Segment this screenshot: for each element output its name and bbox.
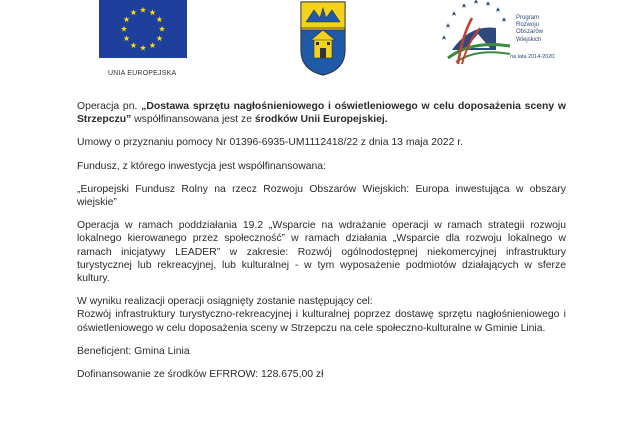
announcement-body	[77, 100, 566, 391]
eu-label: UNIA EUROPEJSKA	[108, 70, 177, 77]
eu-flag-icon	[99, 0, 187, 58]
funding-text: Dofinansowanie ze środków EFRROW: 128.675,00 zł	[77, 369, 324, 381]
eu-funds-text: środków Unii Europejskiej.	[254, 114, 388, 126]
goal-intro-text: W wyniku realizacji operacji osiągnięty zostanie następujący cel:	[77, 296, 373, 308]
prow-years: na lata 2014-2020	[510, 54, 555, 60]
agreement-text: Umowy o przyznaniu pomocy Nr 01396-6935-UM1112418/22 z dnia 13 maja 2022 r.	[77, 137, 464, 149]
fund-intro-text: Fundusz, z którego inwestycja jest współfinansowana:	[77, 160, 326, 172]
beneficiary-text: Beneficjent: Gmina Linia	[77, 345, 190, 357]
goal-text: Rozwój infrastruktury turystyczno-rekreacyjnej i kulturalnej poprzez dostawę sprzętu nagłośnieniowego i oświetleniowego w celu doposażenia sceny w Strzepczu na cele społeczno-kulturalne w Gminie Linia.	[77, 309, 566, 334]
operation-paragraph: Operacja pn. „Dostawa sprzętu nagłośnieniowego i oświetleniowego w celu doposażenia sceny w Strzepczu” współfinansowana jest ze środków Unii Europejskiej.	[77, 101, 566, 126]
prow-program-name: Program Rozwoju Obszarów Wiejskich	[516, 15, 544, 43]
fund-name-text: „Europejski Fundusz Rolny na rzecz Rozwoju Obszarów Wiejskich: Europa inwestująca w obszary wiejskie”	[77, 183, 566, 209]
operation-title: „Dostawa sprzętu nagłośnieniowego i oświetleniowego w celu doposażenia sceny w Strzepczu”	[77, 101, 566, 126]
coat-of-arms-icon	[298, 0, 348, 76]
sub-measure-text: Operacja w ramach poddziałania 19.2 „Wsparcie na wdrażanie operacji w ramach strategii rozwoju lokalnego kierowanego przez społeczność” w ramach działania „Wsparcie dla rozwoju lokalnego w ramach inicjatywy LEADER” w zakresie: Rozwój ogólnodostępnej niekomercyjnej infrastruktury turystycznej lub rekreacyjnej, lub kulturalnej - w tym wyposażenie podmiotów działających w sferze kultury.	[77, 220, 566, 285]
